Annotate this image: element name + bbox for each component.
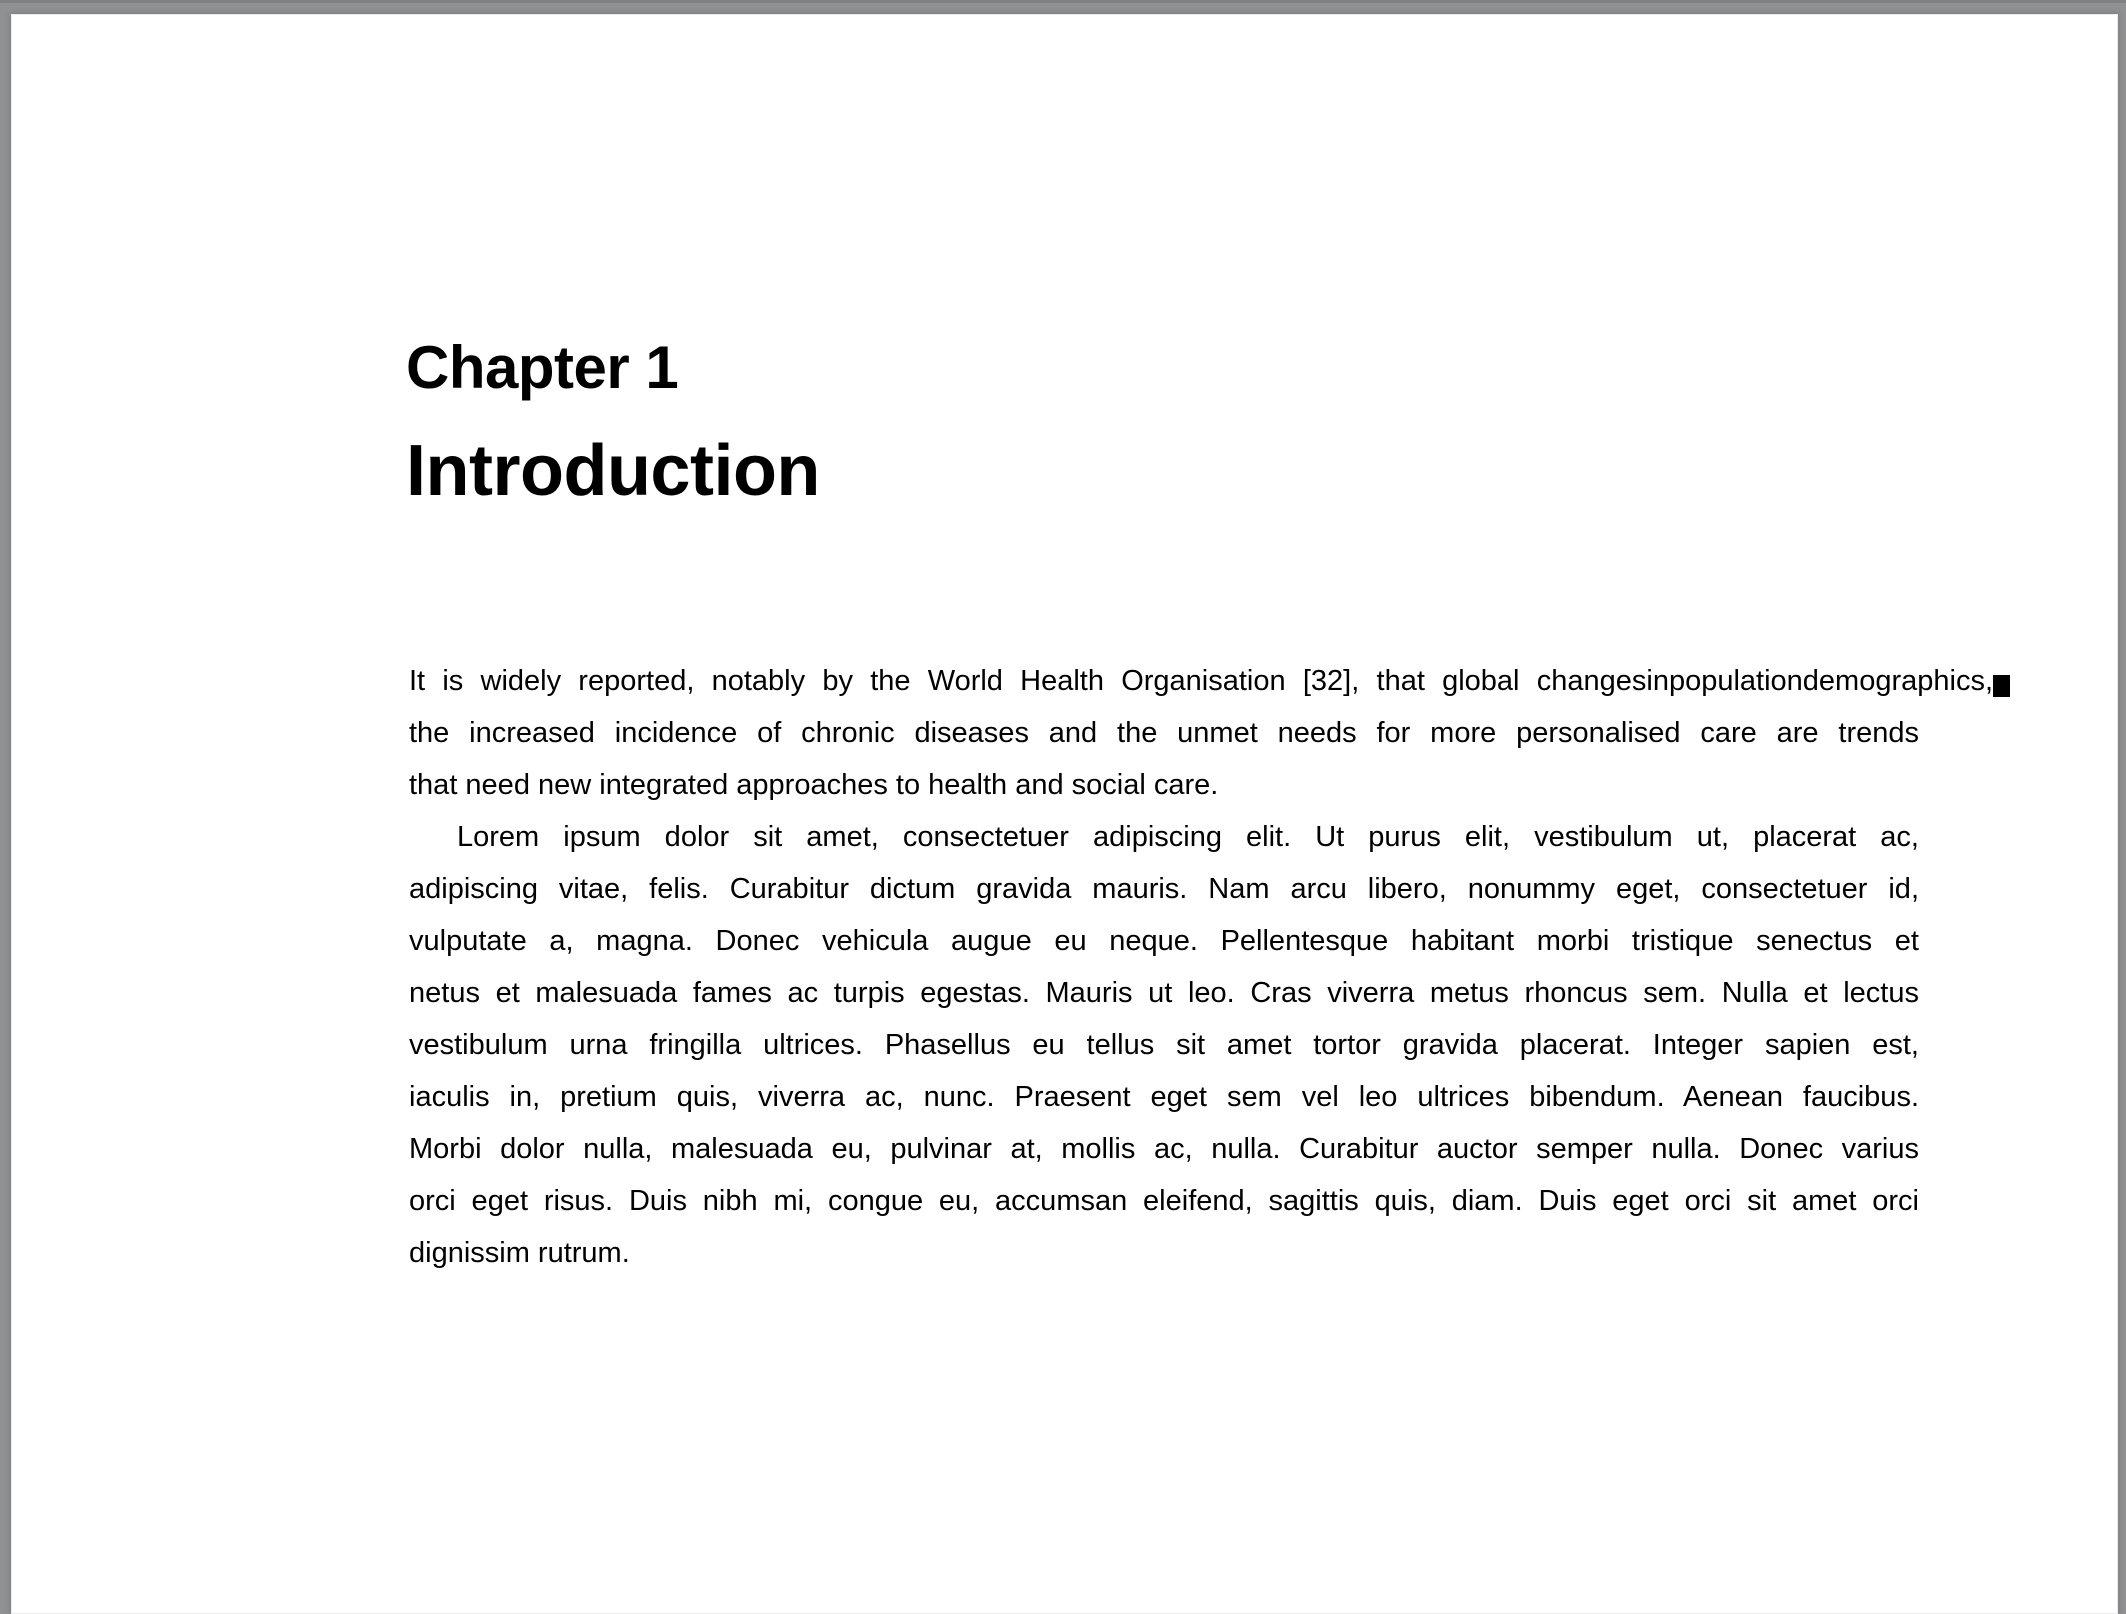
body-line-1-text: It is widely reported, notably by the World Health Organisation [32], that global changesinpopulationdemographics, [409,665,1993,697]
body-line-5: adipiscing vitae, felis. Curabitur dictum gravida mauris. Nam arcu libero, nonummy eget, consectetuer id, [409,873,1919,905]
chapter-title-heading: Introduction [406,431,820,511]
body-line-10: Morbi dolor nulla, malesuada eu, pulvinar at, mollis ac, nulla. Curabitur auctor semper nulla. Donec varius [409,1133,1919,1165]
body-line-12: dignissim rutrum. [409,1237,630,1269]
overfull-hbox-marker [1993,675,2010,697]
body-line-1 [409,655,2010,707]
body-line-11: orci eget risus. Duis nibh mi, congue eu, accumsan eleifend, sagittis quis, diam. Duis eget orci sit amet orci [409,1185,1919,1217]
pdf-page[interactable] [11,14,2118,1614]
window-top-edge [0,0,2126,3]
body-line-7: netus et malesuada fames ac turpis egestas. Mauris ut leo. Cras viverra metus rhoncus sem. Nulla et lectus [409,977,1919,1009]
body-text-block [409,655,1993,1279]
body-line-3: that need new integrated approaches to health and social care. [409,769,1219,801]
body-line-8: vestibulum urna fringilla ultrices. Phasellus eu tellus sit amet tortor gravida placerat. Integer sapien est, [409,1029,1919,1061]
body-line-4: Lorem ipsum dolor sit amet, consectetuer adipiscing elit. Ut purus elit, vestibulum ut, placerat ac, [457,821,1919,853]
body-line-9: iaculis in, pretium quis, viverra ac, nunc. Praesent eget sem vel leo ultrices bibendum. Aenean faucibus. [409,1081,1919,1113]
body-line-2: the increased incidence of chronic diseases and the unmet needs for more personalised care are trends [409,717,1919,749]
body-line-6: vulputate a, magna. Donec vehicula augue eu neque. Pellentesque habitant morbi tristique senectus et [409,925,1919,957]
chapter-number-heading: Chapter 1 [406,334,679,401]
